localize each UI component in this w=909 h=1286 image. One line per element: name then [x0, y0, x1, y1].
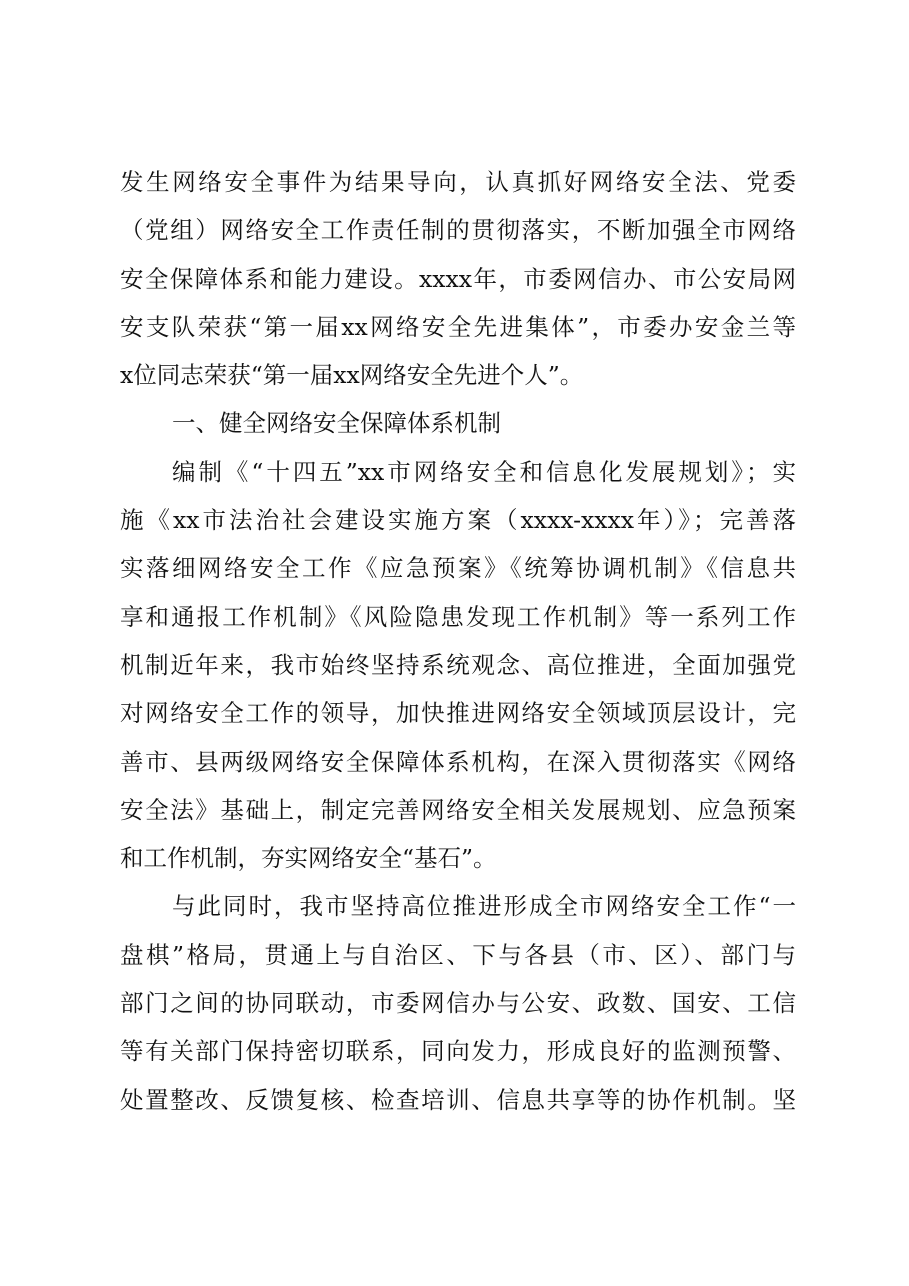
text-line: 安支队荣获“第一届xx网络安全先进集体”，市委办安金兰等: [120, 312, 796, 341]
text-line: 机制近年来，我市始终坚持系统观念、高位推进，全面加强党: [120, 650, 796, 679]
paragraph-continuation: [120, 158, 796, 399]
text-line: 盘棋”格局，贯通上与自治区、下与各县（市、区）、部门与: [120, 940, 796, 969]
text-line: 实落细网络安全工作《应急预案》《统筹协调机制》《信息共: [120, 554, 796, 583]
text-line: 享和通报工作机制》《风险隐患发现工作机制》等一系列工作: [120, 602, 796, 631]
text-line: 善市、县两级网络安全保障体系机构，在深入贯彻落实《网络: [120, 747, 796, 776]
text-line: 安全法》基础上，制定完善网络安全相关发展规划、应急预案: [120, 795, 796, 824]
text-line: 施《xx市法治社会建设实施方案（xxxx-xxxx年）》；完善落: [120, 506, 796, 535]
text-line: 编制《“十四五”xx市网络安全和信息化发展规划》；实: [172, 457, 796, 486]
text-line: x位同志荣获“第一届xx网络安全先进个人”。: [120, 361, 584, 390]
text-line: 部门之间的协同联动，市委网信办与公安、政数、国安、工信: [120, 989, 796, 1018]
text-line: 安全保障体系和能力建设。xxxx年，市委网信办、市公安局网: [120, 264, 796, 293]
text-line: 等有关部门保持密切联系，同向发力，形成良好的监测预警、: [120, 1037, 796, 1066]
paragraph-coordination: [120, 882, 796, 1123]
text-line: 与此同时，我市坚持高位推进形成全市网络安全工作“一: [172, 892, 796, 921]
text-line: 发生网络安全事件为结果导向，认真抓好网络安全法、党委: [120, 168, 796, 196]
text-line: 和工作机制，夯实网络安全“基石”。: [120, 844, 497, 873]
text-line: 对网络安全工作的领导，加快推进网络安全领域顶层设计，完: [120, 699, 796, 728]
section-heading: 一、健全网络安全保障体系机制: [172, 409, 501, 438]
text-line: 处置整改、反馈复核、检查培训、信息共享等的协作机制。坚: [120, 1085, 796, 1114]
document-body: [120, 158, 796, 1124]
paragraph-planning: [120, 448, 796, 883]
text-line: （党组）网络安全工作责任制的贯彻落实，不断加强全市网络: [120, 216, 796, 245]
